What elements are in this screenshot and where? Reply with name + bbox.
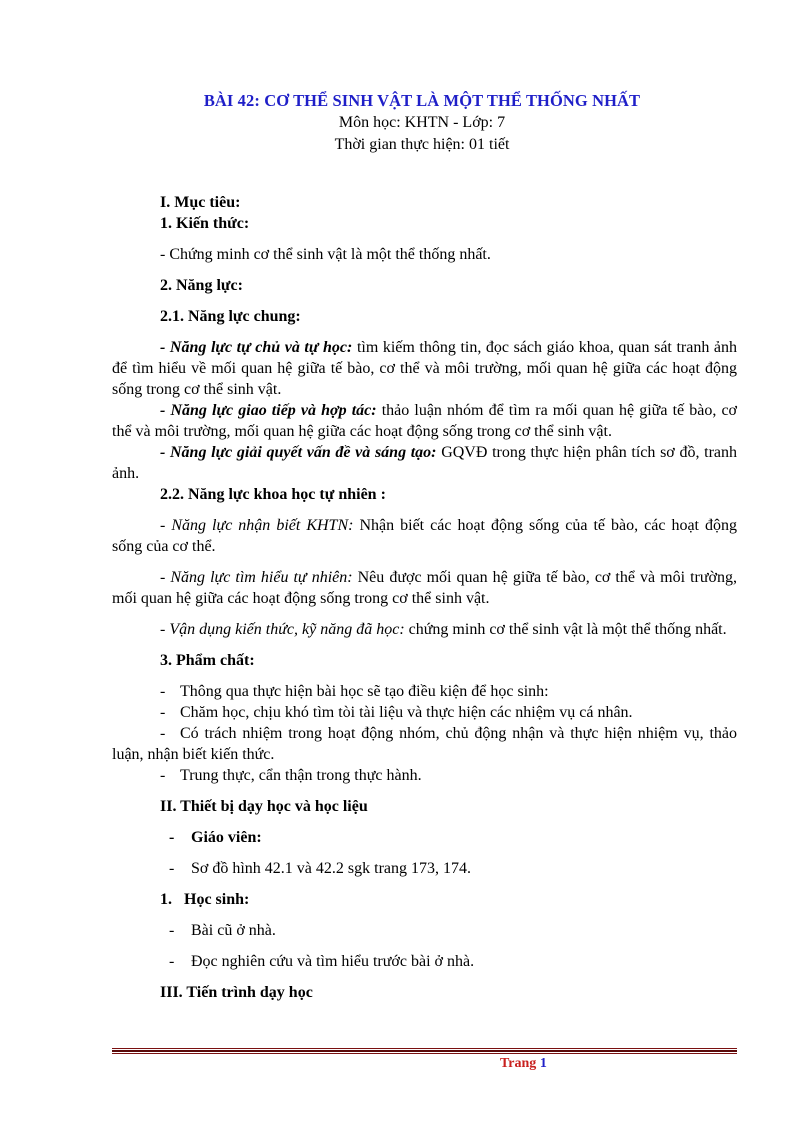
knowledge-heading: 1. Kiến thức:	[160, 215, 250, 232]
student-item-2	[112, 951, 737, 972]
quality-item-4	[112, 765, 737, 786]
list-marker: -	[169, 829, 175, 846]
natural-competence-2	[112, 567, 737, 609]
natural-competence-3-label: - Vận dụng kiến thức, kỹ năng đã học:	[160, 621, 405, 638]
quality-item-3	[112, 723, 737, 765]
natural-competence-1-text: Nhận biết các hoạt động sống của tế bào, các hoạt động sống của cơ thể.	[112, 517, 738, 555]
quality-item-4-text: Trung thực, cẩn thận trong thực hành.	[180, 767, 422, 784]
general-competence-3-label: - Năng lực giải quyết vấn đề và sáng tạo:	[160, 444, 437, 461]
student-item-2-text: Đọc nghiên cứu và tìm hiểu trước bài ở nhà.	[191, 953, 475, 970]
competence-heading: 2. Năng lực:	[160, 277, 243, 294]
general-competence-1-label: - Năng lực tự chủ và tự học:	[160, 339, 353, 356]
natural-competence-3	[112, 619, 737, 640]
document-body	[112, 192, 737, 1003]
quality-item-3-text: Có trách nhiệm trong hoạt động nhóm, chủ động nhận và thực hiện nhiệm vụ, thảo luận, nhận biết kiến thức.	[112, 725, 737, 763]
natural-competence-3-text: chứng minh cơ thể sinh vật là một thể thống nhất.	[404, 621, 727, 638]
quality-heading: 3. Phẩm chất:	[160, 652, 255, 669]
lesson-title: BÀI 42: CƠ THỂ SINH VẬT LÀ MỘT THỂ THỐNG NHẤT	[203, 91, 641, 110]
student-heading	[112, 889, 737, 910]
list-marker: -	[169, 860, 175, 877]
general-competence-3	[112, 442, 737, 484]
teacher-heading	[112, 827, 737, 848]
section-heading-objectives: I. Mục tiêu:	[160, 194, 241, 211]
general-competence-heading: 2.1. Năng lực chung:	[160, 308, 301, 325]
list-marker: -	[160, 704, 166, 721]
natural-science-heading: 2.2. Năng lực khoa học tự nhiên :	[160, 486, 386, 503]
list-marker: -	[169, 953, 175, 970]
duration-line: Thời gian thực hiện: 01 tiết	[334, 136, 510, 153]
natural-competence-1	[112, 515, 737, 557]
student-heading-text: Học sinh:	[184, 891, 250, 908]
knowledge-item: - Chứng minh cơ thể sinh vật là một thể thống nhất.	[160, 246, 491, 263]
general-competence-1	[112, 337, 737, 400]
quality-item-1-text: Thông qua thực hiện bài học sẽ tạo điều kiện để học sinh:	[180, 683, 549, 700]
general-competence-2-label: - Năng lực giao tiếp và hợp tác:	[160, 402, 377, 419]
natural-competence-1-label: - Năng lực nhận biết KHTN:	[160, 517, 354, 534]
list-number: 1.	[160, 891, 172, 908]
footer-rule	[112, 1048, 737, 1055]
list-marker: -	[160, 725, 166, 742]
student-item-1	[112, 920, 737, 941]
quality-item-1	[112, 681, 737, 702]
document-header	[112, 90, 732, 156]
quality-item-2-text: Chăm học, chịu khó tìm tòi tài liệu và thực hiện các nhiệm vụ cá nhân.	[180, 704, 633, 721]
list-marker: -	[169, 922, 175, 939]
teacher-item-text: Sơ đồ hình 42.1 và 42.2 sgk trang 173, 174.	[191, 860, 472, 877]
list-marker: -	[160, 683, 166, 700]
general-competence-2	[112, 400, 737, 442]
quality-item-2	[112, 702, 737, 723]
list-marker: -	[160, 767, 166, 784]
natural-competence-2-label: - Năng lực tìm hiểu tự nhiên:	[160, 569, 353, 586]
section-heading-equipment: II. Thiết bị dạy học và học liệu	[160, 798, 368, 815]
teacher-heading-text: Giáo viên:	[191, 829, 262, 846]
teacher-item	[112, 858, 737, 879]
general-competence-3-text: GQVĐ trong thực hiện phân tích sơ đồ, tranh ảnh.	[112, 444, 737, 482]
section-heading-process: III. Tiến trình dạy học	[160, 984, 313, 1001]
subject-line: Môn học: KHTN - Lớp: 7	[338, 114, 506, 131]
general-competence-1-text: tìm kiếm thông tin, đọc sách giáo khoa, quan sát tranh ảnh để tìm hiểu về mối quan hệ giữa tế bào, cơ thể và môi trường, mối quan hệ giữa các hoạt động sống trong cơ thể sinh vật.	[112, 339, 737, 398]
page-number-value: 1	[539, 1056, 547, 1071]
natural-competence-2-text: Nêu được mối quan hệ giữa tế bào, cơ thể và môi trường, mối quan hệ giữa các hoạt động sống trong cơ thể sinh vật.	[112, 569, 738, 607]
page-number	[500, 1056, 547, 1072]
page-label: Trang	[500, 1056, 540, 1071]
student-item-1-text: Bài cũ ở nhà.	[191, 922, 276, 939]
general-competence-2-text: thảo luận nhóm để tìm ra mối quan hệ giữa tế bào, cơ thể và môi trường, mối quan hệ giữa các hoạt động sống trong cơ thể sinh vật.	[112, 402, 738, 440]
